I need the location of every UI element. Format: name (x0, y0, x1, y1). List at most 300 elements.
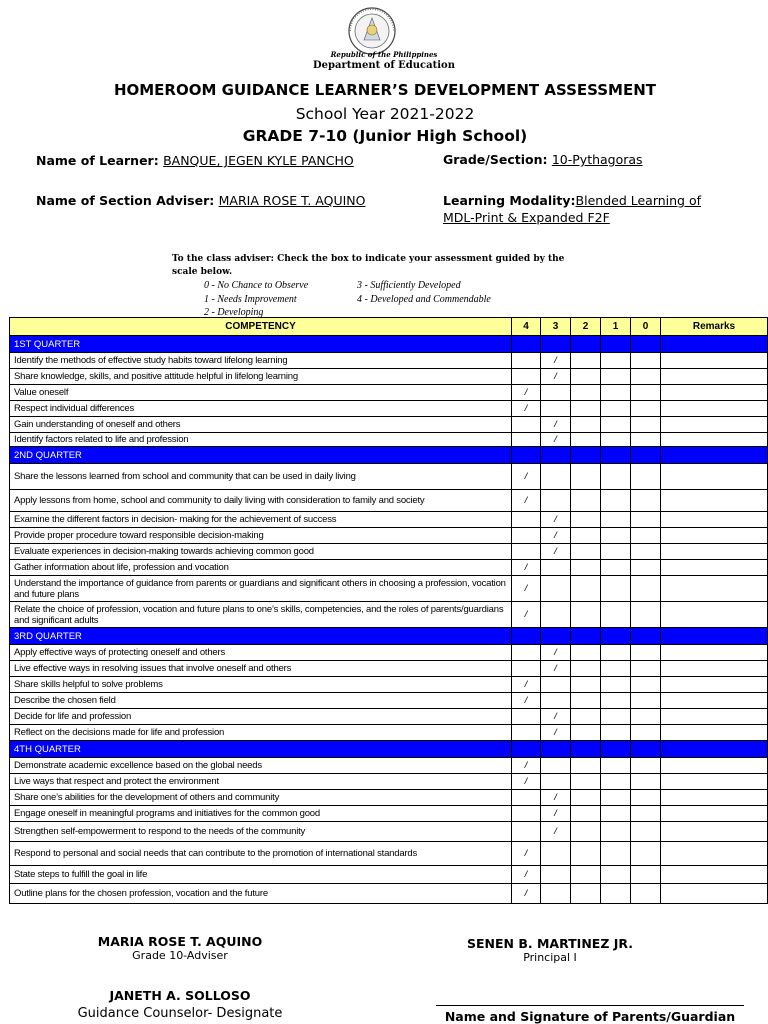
rating-0-checkbox[interactable] (631, 560, 661, 576)
quarter-blank-cell (571, 741, 601, 758)
counselor-signatory-role: Guidance Counselor- Designate (77, 1006, 283, 1021)
rating-4-checkbox[interactable]: / (512, 401, 541, 417)
competency-row (10, 528, 768, 544)
competency-row (10, 884, 768, 904)
competency-row (10, 602, 768, 628)
remarks-cell[interactable] (661, 602, 768, 628)
quarter-blank-cell (661, 628, 768, 645)
rating-2-checkbox[interactable] (571, 369, 601, 385)
rating-3-checkbox[interactable]: / (541, 822, 571, 842)
rating-0-checkbox[interactable] (631, 417, 661, 433)
competency-text: Describe the chosen field (10, 693, 512, 709)
rating-3-checkbox[interactable]: / (541, 528, 571, 544)
quarter-blank-cell (541, 628, 571, 645)
quarter-blank-cell (512, 741, 541, 758)
rating-0-checkbox[interactable] (631, 866, 661, 884)
competency-row (10, 866, 768, 884)
rating-2-checkbox[interactable] (571, 806, 601, 822)
quarter-blank-cell (541, 741, 571, 758)
school-year: School Year 2021-2022 (295, 105, 475, 123)
rating-4-checkbox[interactable]: / (512, 490, 541, 512)
learner-name-field (36, 153, 354, 168)
rating-0-checkbox[interactable] (631, 693, 661, 709)
competency-row (10, 464, 768, 490)
competency-text: Examine the different factors in decision- making for the achievement of success (10, 512, 512, 528)
competency-text: Live effective ways in resolving issues that involve oneself and others (10, 661, 512, 677)
remarks-cell[interactable] (661, 842, 768, 866)
rating-4-checkbox[interactable]: / (512, 602, 541, 628)
remarks-cell[interactable] (661, 693, 768, 709)
competency-row (10, 842, 768, 866)
learning-modality-value: Blended Learning of (575, 193, 702, 208)
quarter-blank-cell (571, 447, 601, 464)
rating-1-checkbox[interactable] (601, 464, 631, 490)
rating-0-header: 0 (631, 318, 661, 336)
competency-row (10, 661, 768, 677)
rating-4-checkbox[interactable] (512, 417, 541, 433)
rating-0-checkbox[interactable] (631, 490, 661, 512)
rating-2-checkbox[interactable] (571, 790, 601, 806)
rating-1-checkbox[interactable] (601, 774, 631, 790)
remarks-header: Remarks (661, 318, 768, 336)
grade-section-label: Grade/Section: (443, 152, 552, 167)
competency-text: Evaluate experiences in decision-making towards achieving common good (10, 544, 512, 560)
competency-text: Engage oneself in meaningful programs and initiatives for the common good (10, 806, 512, 822)
remarks-cell[interactable] (661, 677, 768, 693)
competency-text: State steps to fulfill the goal in life (10, 866, 512, 884)
rating-3-checkbox[interactable]: / (541, 806, 571, 822)
remarks-cell[interactable] (661, 490, 768, 512)
quarter-blank-cell (661, 336, 768, 353)
rating-3-checkbox[interactable] (541, 385, 571, 401)
rating-2-checkbox[interactable] (571, 645, 601, 661)
quarter-blank-cell (512, 336, 541, 353)
rating-1-checkbox[interactable] (601, 490, 631, 512)
rating-2-checkbox[interactable] (571, 544, 601, 560)
competency-row (10, 774, 768, 790)
rating-4-checkbox[interactable]: / (512, 758, 541, 774)
remarks-cell[interactable] (661, 528, 768, 544)
quarter-blank-cell (571, 336, 601, 353)
remarks-cell[interactable] (661, 884, 768, 904)
quarter-label: 4TH QUARTER (10, 741, 512, 758)
competency-text: Value oneself (10, 385, 512, 401)
rating-4-checkbox[interactable] (512, 544, 541, 560)
rating-4-checkbox[interactable] (512, 822, 541, 842)
rating-1-checkbox[interactable] (601, 645, 631, 661)
rating-4-checkbox[interactable] (512, 369, 541, 385)
competency-text: Respect individual differences (10, 401, 512, 417)
remarks-cell[interactable] (661, 353, 768, 369)
competency-row (10, 822, 768, 842)
remarks-cell[interactable] (661, 464, 768, 490)
adviser-signatory-name: MARIA ROSE T. AQUINO (97, 934, 263, 949)
remarks-cell[interactable] (661, 774, 768, 790)
rating-3-checkbox[interactable]: / (541, 645, 571, 661)
rating-1-checkbox[interactable] (601, 353, 631, 369)
rating-1-checkbox[interactable] (601, 758, 631, 774)
rating-4-checkbox[interactable]: / (512, 866, 541, 884)
quarter-label: 1ST QUARTER (10, 336, 512, 353)
rating-2-checkbox[interactable] (571, 709, 601, 725)
rating-3-checkbox[interactable] (541, 677, 571, 693)
rating-0-checkbox[interactable] (631, 645, 661, 661)
rating-4-checkbox[interactable]: / (512, 560, 541, 576)
document-title: HOMEROOM GUIDANCE LEARNER’S DEVELOPMENT ASSESSMENT (113, 81, 657, 99)
rating-3-checkbox[interactable] (541, 842, 571, 866)
rating-3-checkbox[interactable] (541, 693, 571, 709)
competency-text: Share the lessons learned from school and community that can be used in daily living (10, 464, 512, 490)
rating-2-checkbox[interactable] (571, 560, 601, 576)
competency-text: Relate the choice of profession, vocation and future plans to one’s skills, competencies, and the roles of parents/guardians and significant adults (10, 602, 512, 628)
competency-row (10, 490, 768, 512)
quarter-blank-cell (601, 628, 631, 645)
quarter-blank-cell (541, 336, 571, 353)
remarks-cell[interactable] (661, 806, 768, 822)
quarter-blank-cell (631, 628, 661, 645)
rating-0-checkbox[interactable] (631, 709, 661, 725)
rating-4-checkbox[interactable]: / (512, 842, 541, 866)
rating-0-checkbox[interactable] (631, 433, 661, 447)
rating-3-checkbox[interactable]: / (541, 725, 571, 741)
competency-text: Understand the importance of guidance from parents or guardians and significant others in choosing a profession, vocation and future plans (10, 576, 512, 602)
quarter-blank-cell (601, 447, 631, 464)
competency-row (10, 758, 768, 774)
competency-text: Reflect on the decisions made for life and profession (10, 725, 512, 741)
rating-2-checkbox[interactable] (571, 401, 601, 417)
rating-3-checkbox[interactable] (541, 758, 571, 774)
rating-4-checkbox[interactable] (512, 528, 541, 544)
quarter-blank-cell (661, 447, 768, 464)
competency-row (10, 645, 768, 661)
rating-1-checkbox[interactable] (601, 512, 631, 528)
quarter-blank-cell (541, 447, 571, 464)
quarter-header-row (10, 447, 768, 464)
rating-0-checkbox[interactable] (631, 544, 661, 560)
rating-2-checkbox[interactable] (571, 866, 601, 884)
scale-item: 0 - No Chance to Observe (204, 280, 309, 291)
rating-1-checkbox[interactable] (601, 693, 631, 709)
remarks-cell[interactable] (661, 709, 768, 725)
rating-2-checkbox[interactable] (571, 490, 601, 512)
rating-1-header: 1 (601, 318, 631, 336)
principal-signatory-name: SENEN B. MARTINEZ JR. (466, 936, 633, 951)
rating-1-checkbox[interactable] (601, 560, 631, 576)
rating-4-checkbox[interactable] (512, 661, 541, 677)
rating-0-checkbox[interactable] (631, 353, 661, 369)
rating-3-checkbox[interactable]: / (541, 544, 571, 560)
quarter-blank-cell (601, 741, 631, 758)
rating-3-checkbox[interactable] (541, 576, 571, 602)
remarks-cell[interactable] (661, 417, 768, 433)
rating-2-checkbox[interactable] (571, 417, 601, 433)
competency-header: COMPETENCY (10, 318, 512, 336)
rating-1-checkbox[interactable] (601, 385, 631, 401)
rating-0-checkbox[interactable] (631, 842, 661, 866)
grade-level: GRADE 7-10 (Junior High School) (242, 127, 528, 145)
competency-text: Share knowledge, skills, and positive attitude helpful in lifelong learning (10, 369, 512, 385)
rating-3-header: 3 (541, 318, 571, 336)
rating-0-checkbox[interactable] (631, 822, 661, 842)
remarks-cell[interactable] (661, 544, 768, 560)
quarter-label: 3RD QUARTER (10, 628, 512, 645)
competency-row (10, 401, 768, 417)
section-adviser-label: Name of Section Adviser: (36, 193, 219, 208)
rating-4-checkbox[interactable]: / (512, 576, 541, 602)
remarks-cell[interactable] (661, 790, 768, 806)
rating-3-checkbox[interactable]: / (541, 709, 571, 725)
rating-0-checkbox[interactable] (631, 576, 661, 602)
rating-2-checkbox[interactable] (571, 822, 601, 842)
table-header-row (10, 318, 768, 336)
counselor-signatory-name: JANETH A. SOLLOSO (109, 988, 251, 1003)
rating-1-checkbox[interactable] (601, 528, 631, 544)
adviser-signatory (60, 934, 300, 962)
rating-2-checkbox[interactable] (571, 385, 601, 401)
competency-text: Live ways that respect and protect the environment (10, 774, 512, 790)
remarks-cell[interactable] (661, 385, 768, 401)
remarks-cell[interactable] (661, 369, 768, 385)
rating-3-checkbox[interactable] (541, 602, 571, 628)
rating-4-checkbox[interactable]: / (512, 464, 541, 490)
remarks-cell[interactable] (661, 576, 768, 602)
rating-4-checkbox[interactable] (512, 353, 541, 369)
competency-row (10, 677, 768, 693)
competency-text: Respond to personal and social needs that can contribute to the promotion of international standards (10, 842, 512, 866)
rating-0-checkbox[interactable] (631, 464, 661, 490)
rating-1-checkbox[interactable] (601, 806, 631, 822)
scale-item: 3 - Sufficiently Developed (357, 280, 461, 291)
rating-1-checkbox[interactable] (601, 433, 631, 447)
competency-text: Identify factors related to life and profession (10, 433, 512, 447)
rating-2-checkbox[interactable] (571, 528, 601, 544)
rating-0-checkbox[interactable] (631, 401, 661, 417)
competency-text: Strengthen self-empowerment to respond to the needs of the community (10, 822, 512, 842)
learning-modality-field-line2 (443, 210, 610, 225)
competency-row (10, 385, 768, 401)
competency-row (10, 433, 768, 447)
department-label: Department of Education (313, 60, 455, 71)
section-adviser-value: MARIA ROSE T. AQUINO (218, 193, 366, 208)
competency-row (10, 806, 768, 822)
remarks-cell[interactable] (661, 758, 768, 774)
rating-3-checkbox[interactable] (541, 464, 571, 490)
rating-2-checkbox[interactable] (571, 576, 601, 602)
quarter-blank-cell (512, 447, 541, 464)
quarter-blank-cell (661, 741, 768, 758)
rating-3-checkbox[interactable]: / (541, 417, 571, 433)
remarks-cell[interactable] (661, 433, 768, 447)
competency-text: Share one’s abilities for the development of others and community (10, 790, 512, 806)
rating-1-checkbox[interactable] (601, 369, 631, 385)
quarter-header-row (10, 628, 768, 645)
rating-2-checkbox[interactable] (571, 661, 601, 677)
rating-4-header: 4 (512, 318, 541, 336)
rating-0-checkbox[interactable] (631, 774, 661, 790)
rating-2-checkbox[interactable] (571, 758, 601, 774)
rating-2-checkbox[interactable] (571, 677, 601, 693)
rating-2-checkbox[interactable] (571, 884, 601, 904)
rating-1-checkbox[interactable] (601, 866, 631, 884)
counselor-signatory (60, 988, 300, 1021)
learning-modality-field (443, 193, 701, 208)
adviser-instructions: To the class adviser: Check the box to indicate your assessment guided by the scale below. (172, 254, 565, 277)
scale-item: 4 - Developed and Commendable (357, 294, 491, 305)
rating-4-checkbox[interactable]: / (512, 693, 541, 709)
rating-1-checkbox[interactable] (601, 842, 631, 866)
republic-label: Republic of the Philippines (330, 50, 438, 59)
deped-seal-logo (342, 6, 402, 56)
remarks-cell[interactable] (661, 560, 768, 576)
rating-1-checkbox[interactable] (601, 544, 631, 560)
rating-1-checkbox[interactable] (601, 576, 631, 602)
competency-text: Share skills helpful to solve problems (10, 677, 512, 693)
rating-3-checkbox[interactable]: / (541, 512, 571, 528)
competency-text: Demonstrate academic excellence based on the global needs (10, 758, 512, 774)
rating-0-checkbox[interactable] (631, 512, 661, 528)
remarks-cell[interactable] (661, 401, 768, 417)
rating-0-checkbox[interactable] (631, 677, 661, 693)
quarter-blank-cell (631, 447, 661, 464)
scale-item: 2 - Developing (204, 307, 264, 318)
competency-row (10, 544, 768, 560)
quarter-blank-cell (571, 628, 601, 645)
learning-modality-label: Learning Modality: (443, 193, 576, 208)
rating-3-checkbox[interactable] (541, 490, 571, 512)
rating-3-checkbox[interactable] (541, 866, 571, 884)
competency-text: Outline plans for the chosen profession, vocation and the future (10, 884, 512, 904)
competency-row (10, 725, 768, 741)
principal-signatory (430, 936, 670, 964)
assessment-table (9, 317, 768, 904)
principal-signatory-role: Principal I (523, 951, 577, 964)
rating-2-checkbox[interactable] (571, 725, 601, 741)
rating-3-checkbox[interactable] (541, 560, 571, 576)
rating-2-checkbox[interactable] (571, 512, 601, 528)
rating-4-checkbox[interactable]: / (512, 774, 541, 790)
rating-0-checkbox[interactable] (631, 602, 661, 628)
rating-1-checkbox[interactable] (601, 884, 631, 904)
rating-2-checkbox[interactable] (571, 602, 601, 628)
remarks-cell[interactable] (661, 725, 768, 741)
competency-row (10, 790, 768, 806)
rating-0-checkbox[interactable] (631, 661, 661, 677)
competency-text: Identify the methods of effective study habits toward lifelong learning (10, 353, 512, 369)
rating-1-checkbox[interactable] (601, 822, 631, 842)
parent-signature-line (436, 1005, 744, 1006)
learner-name-label: Name of Learner: (36, 153, 164, 168)
competency-row (10, 560, 768, 576)
rating-2-checkbox[interactable] (571, 693, 601, 709)
competency-text: Decide for life and profession (10, 709, 512, 725)
rating-3-checkbox[interactable]: / (541, 369, 571, 385)
rating-1-checkbox[interactable] (601, 725, 631, 741)
learning-modality-value-2: MDL-Print & Expanded F2F (443, 210, 610, 225)
rating-2-checkbox[interactable] (571, 353, 601, 369)
grade-section-field (443, 152, 643, 167)
competency-text: Gather information about life, profession and vocation (10, 560, 512, 576)
remarks-cell[interactable] (661, 512, 768, 528)
quarter-header-row (10, 741, 768, 758)
remarks-cell[interactable] (661, 645, 768, 661)
rating-1-checkbox[interactable] (601, 709, 631, 725)
rating-3-checkbox[interactable] (541, 884, 571, 904)
rating-1-checkbox[interactable] (601, 602, 631, 628)
grade-section-value: 10-Pythagoras (551, 152, 643, 167)
quarter-label: 2ND QUARTER (10, 447, 512, 464)
rating-2-checkbox[interactable] (571, 842, 601, 866)
rating-3-checkbox[interactable]: / (541, 661, 571, 677)
rating-0-checkbox[interactable] (631, 884, 661, 904)
rating-0-checkbox[interactable] (631, 528, 661, 544)
rating-2-checkbox[interactable] (571, 774, 601, 790)
quarter-blank-cell (601, 336, 631, 353)
rating-4-checkbox[interactable] (512, 645, 541, 661)
quarter-blank-cell (631, 336, 661, 353)
rating-3-checkbox[interactable]: / (541, 433, 571, 447)
competency-text: Apply effective ways of protecting oneself and others (10, 645, 512, 661)
rating-1-checkbox[interactable] (601, 677, 631, 693)
parent-signature-label: Name and Signature of Parents/Guardian (444, 1009, 736, 1024)
competency-text: Apply lessons from home, school and community to daily living with consideration to family and society (10, 490, 512, 512)
remarks-cell[interactable] (661, 866, 768, 884)
rating-4-checkbox[interactable]: / (512, 677, 541, 693)
rating-0-checkbox[interactable] (631, 385, 661, 401)
rating-1-checkbox[interactable] (601, 417, 631, 433)
rating-0-checkbox[interactable] (631, 725, 661, 741)
quarter-blank-cell (512, 628, 541, 645)
competency-text: Gain understanding of oneself and others (10, 417, 512, 433)
rating-0-checkbox[interactable] (631, 806, 661, 822)
rating-0-checkbox[interactable] (631, 758, 661, 774)
rating-3-checkbox[interactable] (541, 774, 571, 790)
competency-row (10, 353, 768, 369)
rating-1-checkbox[interactable] (601, 661, 631, 677)
competency-text: Provide proper procedure toward responsible decision-making (10, 528, 512, 544)
rating-4-checkbox[interactable] (512, 433, 541, 447)
assessment-table-body (10, 336, 768, 904)
scale-item: 1 - Needs Improvement (204, 294, 297, 305)
adviser-signatory-role: Grade 10-Adviser (132, 949, 228, 962)
competency-row (10, 693, 768, 709)
rating-3-checkbox[interactable]: / (541, 790, 571, 806)
rating-1-checkbox[interactable] (601, 401, 631, 417)
remarks-cell[interactable] (661, 822, 768, 842)
section-adviser-field (36, 193, 365, 208)
quarter-header-row (10, 336, 768, 353)
rating-4-checkbox[interactable] (512, 806, 541, 822)
competency-row (10, 369, 768, 385)
rating-4-checkbox[interactable] (512, 725, 541, 741)
rating-0-checkbox[interactable] (631, 369, 661, 385)
rating-2-checkbox[interactable] (571, 464, 601, 490)
rating-3-checkbox[interactable]: / (541, 353, 571, 369)
remarks-cell[interactable] (661, 661, 768, 677)
rating-4-checkbox[interactable]: / (512, 884, 541, 904)
rating-4-checkbox[interactable] (512, 709, 541, 725)
rating-3-checkbox[interactable] (541, 401, 571, 417)
rating-4-checkbox[interactable] (512, 790, 541, 806)
rating-2-header: 2 (571, 318, 601, 336)
competency-row (10, 417, 768, 433)
rating-2-checkbox[interactable] (571, 433, 601, 447)
rating-0-checkbox[interactable] (631, 790, 661, 806)
competency-row (10, 576, 768, 602)
learner-name-value: BANQUE, JEGEN KYLE PANCHO (163, 153, 354, 168)
rating-1-checkbox[interactable] (601, 790, 631, 806)
rating-4-checkbox[interactable]: / (512, 385, 541, 401)
rating-4-checkbox[interactable] (512, 512, 541, 528)
